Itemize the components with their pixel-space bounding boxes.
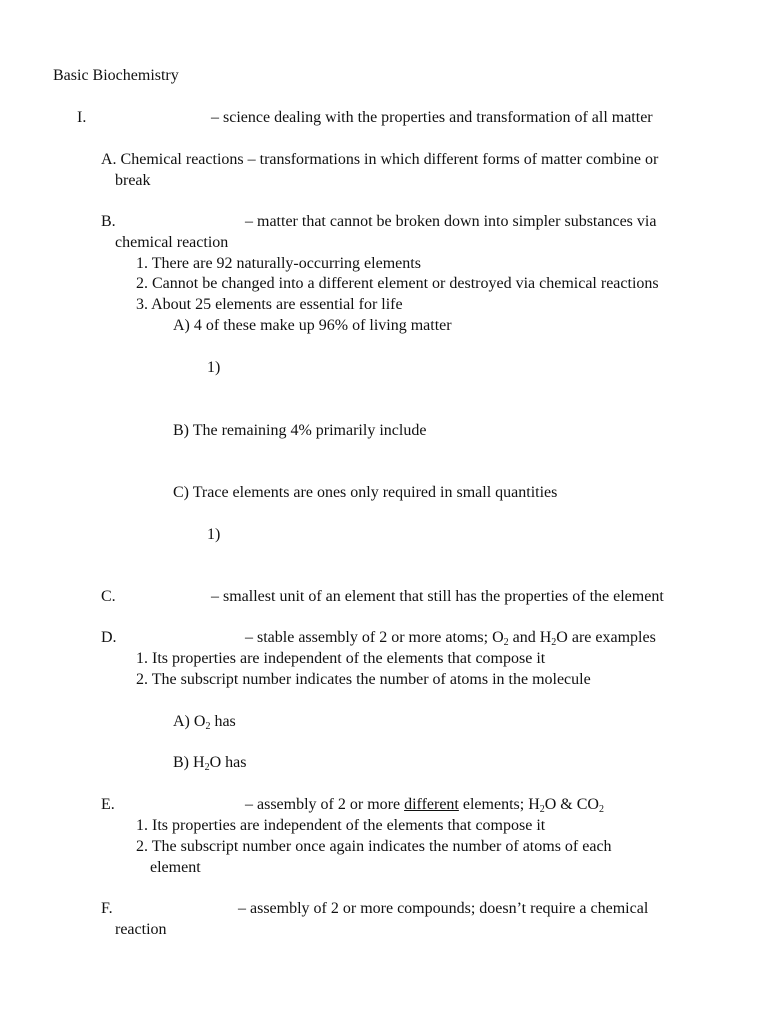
item-a-line1: A. Chemical reactions – transformations in which different forms of matter combine or bbox=[101, 151, 659, 168]
item-e-text: – assembly of 2 or more different elements; $H_2O$ & $CO_2$ bbox=[245, 796, 604, 815]
underlined-word: different bbox=[404, 796, 459, 813]
document-title: Basic Biochemistry bbox=[53, 67, 179, 84]
item-b-sub-c: C) Trace elements are ones only required in small quantities bbox=[173, 484, 558, 501]
item-b-line1: – matter that cannot be broken down into simpler substances via bbox=[245, 213, 657, 230]
item-c-text: – smallest unit of an element that still has the properties of the element bbox=[211, 588, 664, 605]
item-d-point-2: 2. The subscript number indicates the number of atoms in the molecule bbox=[136, 671, 591, 688]
item-b-point-1: 1. There are 92 naturally-occurring elements bbox=[136, 255, 421, 272]
item-b-number: B. bbox=[101, 213, 116, 230]
item-b-point-3: 3. About 25 elements are essential for life bbox=[136, 296, 403, 313]
item-b-sub-c-1: 1) bbox=[207, 526, 221, 543]
item-e-number: E. bbox=[101, 796, 115, 813]
item-d-point-1: 1. Its properties are independent of the elements that compose it bbox=[136, 650, 546, 667]
item-f-number: F. bbox=[101, 900, 113, 917]
item-f-line1: – assembly of 2 or more compounds; doesn’t require a chemical bbox=[238, 900, 649, 917]
section-i-number: I. bbox=[77, 109, 87, 126]
item-e-point-2-cont: element bbox=[150, 859, 201, 876]
item-b-sub-a: A) 4 of these make up 96% of living matter bbox=[173, 317, 452, 334]
item-b-sub-b: B) The remaining 4% primarily include bbox=[173, 422, 427, 439]
item-b-line2: chemical reaction bbox=[115, 234, 229, 251]
item-d-example-b: B) $H_2O$ has bbox=[173, 754, 247, 773]
item-b-sub-a-1: 1) bbox=[207, 359, 221, 376]
item-e-point-1: 1. Its properties are independent of the elements that compose it bbox=[136, 817, 546, 834]
item-c-number: C. bbox=[101, 588, 116, 605]
item-e-point-2: 2. The subscript number once again indicates the number of atoms of each bbox=[136, 838, 612, 855]
item-f-line2: reaction bbox=[115, 921, 167, 938]
item-d-text: – stable assembly of 2 or more atoms; $O_2$ and $H_2O$ are examples bbox=[245, 629, 656, 648]
item-d-example-a: A) $O_2$ has bbox=[173, 713, 236, 732]
item-b-point-2: 2. Cannot be changed into a different element or destroyed via chemical reactions bbox=[136, 275, 659, 292]
section-i-text: – science dealing with the properties and transformation of all matter bbox=[211, 109, 653, 126]
item-d-number: D. bbox=[101, 629, 117, 646]
item-a-line2: break bbox=[115, 172, 151, 189]
